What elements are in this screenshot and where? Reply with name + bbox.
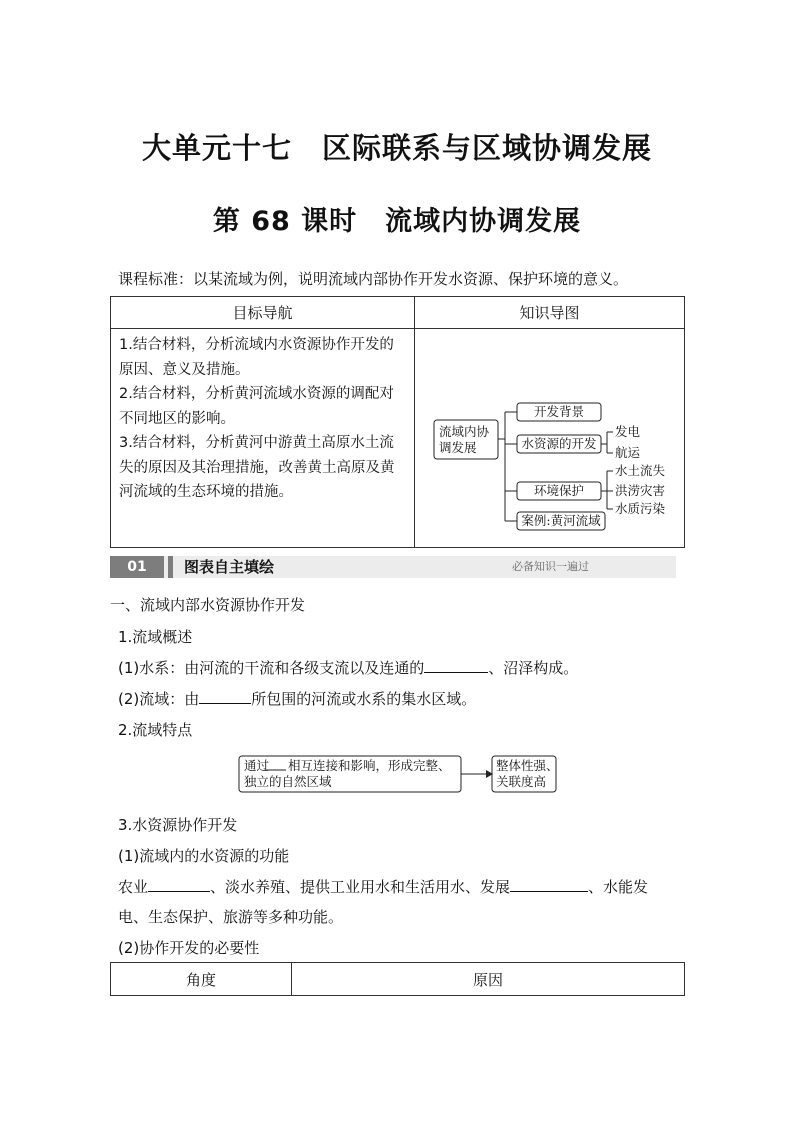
- mindmap-leaf-text: 发电: [615, 424, 641, 439]
- mindmap-leaf-text: 洪涝灾害: [615, 483, 666, 498]
- function-line2: 电、生态保护、旅游等多种功能。: [118, 908, 344, 926]
- heading-cooperation: 3.水资源协作开发: [118, 816, 238, 834]
- unit-title: 大单元十七 区际联系与区域协调发展: [141, 131, 652, 165]
- flow-left-text: 通过: [244, 758, 270, 773]
- col-angle: 角度: [111, 963, 292, 996]
- objectives-list: [111, 329, 415, 548]
- item-text: 、淡水养殖、提供工业用水和生活用水、发展: [210, 878, 511, 896]
- heading-water-cooperation: 一、流域内部水资源协作开发: [110, 596, 306, 614]
- flow-right-text: 关联度高: [496, 774, 547, 789]
- subheading-function: (1)流域内的水资源的功能: [118, 847, 290, 865]
- fill-blank: [148, 877, 210, 892]
- mindmap-branch-text: 水资源的开发: [521, 436, 597, 451]
- objective-item: 1.结合材料，分析流域内水资源协作开发的原因、意义及措施。: [119, 337, 394, 378]
- mindmap-root-line1: 流域内协: [439, 424, 490, 439]
- mindmap-branch-text: 开发背景: [533, 404, 585, 419]
- item-text: 农业: [118, 878, 149, 896]
- mindmap-root-line2: 调发展: [439, 440, 477, 455]
- item-basin: [118, 688, 476, 709]
- section-title: 图表自主填绘: [184, 558, 275, 576]
- function-line1: [118, 876, 648, 897]
- mindmap-branch-text: 环境保护: [533, 483, 585, 498]
- mindmap-diagram: [415, 329, 701, 547]
- objectives-header: 目标导航: [111, 297, 415, 329]
- mindmap-branch-text: 案例:黄河流域: [521, 513, 601, 528]
- heading-features: 2.流域特点: [118, 721, 193, 739]
- section-number: 01: [110, 556, 164, 578]
- item-text: 、水能发: [588, 878, 649, 896]
- course-standard: 课程标准：以某流域为例，说明流域内部协作开发水资源、保护环境的意义。: [118, 270, 629, 288]
- item-text: 、沼泽构成。: [488, 659, 579, 677]
- mindmap-cell: [415, 329, 685, 548]
- necessity-table: [110, 962, 685, 996]
- flow-left-text: 独立的自然区域: [244, 774, 332, 789]
- item-water-system: [118, 657, 578, 678]
- fill-blank: [510, 877, 588, 892]
- objectives-table: [110, 296, 685, 548]
- item-text: (1)水系：由河流的干流和各级支流以及连通的: [118, 659, 425, 677]
- mindmap-leaf-text: 水质污染: [615, 501, 666, 516]
- mindmap-leaf-text: 航运: [615, 445, 641, 460]
- objective-item: 3.结合材料，分析黄河中游黄土高原水土流失的原因及其治理措施，改善黄土高原及黄河流域的生态环境的措施。: [119, 435, 395, 500]
- flow-right-text: 整体性强、: [496, 758, 559, 773]
- mindmap-leaf-text: 水土流失: [615, 463, 666, 478]
- flow-left-text: 相互连接和影响，形成完整、: [288, 758, 451, 773]
- objective-item: 2.结合材料，分析黄河流域水资源的调配对不同地区的影响。: [119, 386, 394, 427]
- lesson-title: 第 68 课时 流域内协调发展: [212, 206, 582, 237]
- feature-flow-diagram: [236, 752, 560, 794]
- subheading-necessity: (2)协作开发的必要性: [118, 939, 260, 957]
- section-separator: [168, 556, 173, 578]
- col-reason: 原因: [292, 963, 685, 996]
- section-tag: 必备知识一遍过: [512, 560, 589, 573]
- item-text: (2)流域：由: [118, 690, 200, 708]
- item-text: 所包围的河流或水系的集水区域。: [251, 690, 477, 708]
- mindmap-header: 知识导图: [415, 297, 685, 329]
- fill-blank: [199, 689, 251, 704]
- heading-overview: 1.流域概述: [118, 628, 193, 646]
- fill-blank: [424, 658, 488, 673]
